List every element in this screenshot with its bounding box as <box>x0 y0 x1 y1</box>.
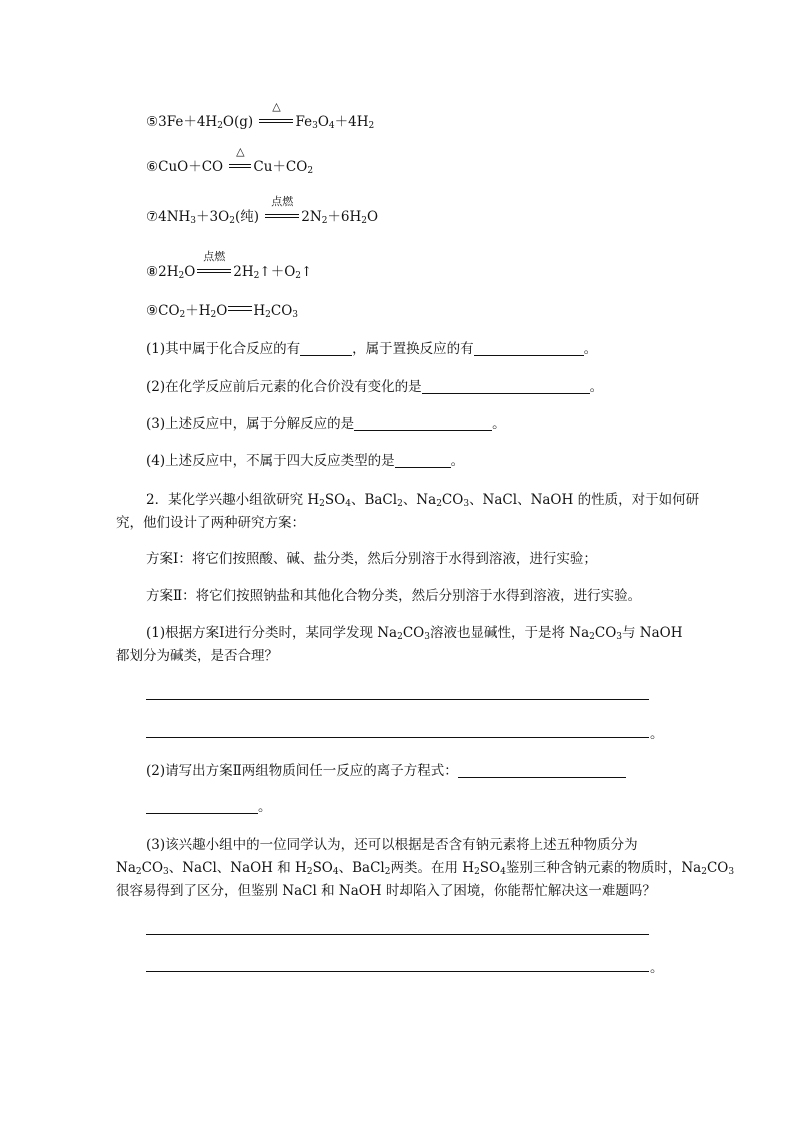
reaction-9: $⑨CO_2+H_2O$ $H_2CO_3$ <box>146 303 298 320</box>
q2-part2-cont: 。 <box>146 798 272 816</box>
answer-blank[interactable] <box>458 763 626 778</box>
reaction-6: ⑥CuO＋CO △ $Cu+CO_2$ <box>146 145 314 176</box>
period-mark: 。 <box>650 726 664 742</box>
plan-2: 方案Ⅱ：将它们按照钠盐和其他化合物分类，然后分别溶于水得到溶液，进行实验。 <box>146 588 642 604</box>
ignition-condition: 点燃 <box>265 205 299 223</box>
equals-sign <box>228 306 252 311</box>
q1-part4: (4)上述反应中，不属于四大反应类型的是 。 <box>146 453 465 469</box>
q1-part1: (1)其中属于化合反应的有 ，属于置换反应的有 。 <box>146 341 598 357</box>
q2-part1-line2: 都划分为碱类，是否合理？ <box>116 648 278 664</box>
heating-condition: △ <box>259 110 293 128</box>
answer-line[interactable] <box>146 699 649 700</box>
answer-blank[interactable] <box>146 799 258 814</box>
answer-line[interactable] <box>146 934 649 935</box>
q2-part2: (2)请写出方案Ⅱ两组物质间任一反应的离子方程式： <box>146 762 626 780</box>
heating-condition: △ <box>229 155 251 173</box>
q2-intro-line1: 2．某化学兴趣小组欲研究 $H_2SO_4$、BaCl$_2$、$Na_2CO_3$、NaCl、NaOH 的性质，对于如何研 <box>146 492 700 509</box>
q1-part2: (2)在化学反应前后元素的化合价没有变化的是 。 <box>146 379 604 395</box>
period-mark: 。 <box>650 960 664 976</box>
q2-part3-line2: $Na_2CO_3$、NaCl、NaOH 和 $H_2SO_4$、BaCl$_2$两类。在用 $H_2SO_4$鉴别三种含钠元素的物质时，$Na_2CO_3$ <box>116 860 735 877</box>
answer-line[interactable] <box>146 737 649 738</box>
q2-intro-line2: 究，他们设计了两种研究方案： <box>116 515 305 531</box>
reaction-8: $⑧2H_2O$ 点燃 $2H_2↑+O_2↑$ <box>146 250 313 281</box>
answer-line[interactable] <box>146 971 649 972</box>
reaction-5: $⑤3Fe+4H_2O(g)$ △ $Fe_3O_4+4H_2$ <box>146 100 375 131</box>
q2-part3-line3: 很容易得到了区分，但鉴别 NaCl 和 NaOH 时却陷入了困境，你能帮忙解决这一难题吗？ <box>116 883 656 899</box>
answer-blank[interactable] <box>474 341 584 356</box>
q1-part3: (3)上述反应中，属于分解反应的是 。 <box>146 416 506 432</box>
answer-blank[interactable] <box>395 453 451 468</box>
answer-blank[interactable] <box>354 416 492 431</box>
answer-blank[interactable] <box>300 341 352 356</box>
plan-1: 方案Ⅰ：将它们按照酸、碱、盐分类，然后分别溶于水得到溶液，进行实验； <box>146 551 597 567</box>
answer-blank[interactable] <box>422 379 590 394</box>
q2-part1-line1: (1)根据方案Ⅰ进行分类时，某同学发现 $Na_2CO_3$溶液也显碱性，于是将 $Na_2CO_3$与 NaOH <box>146 625 683 642</box>
reaction-7: $⑦4NH_3+3O_2$(纯) 点燃 $2N_2+6H_2O$ <box>146 195 379 226</box>
q2-part3-line1: (3)该兴趣小组中的一位同学认为，还可以根据是否含有钠元素将上述五种物质分为 <box>146 837 638 853</box>
ignition-condition: 点燃 <box>197 260 231 278</box>
